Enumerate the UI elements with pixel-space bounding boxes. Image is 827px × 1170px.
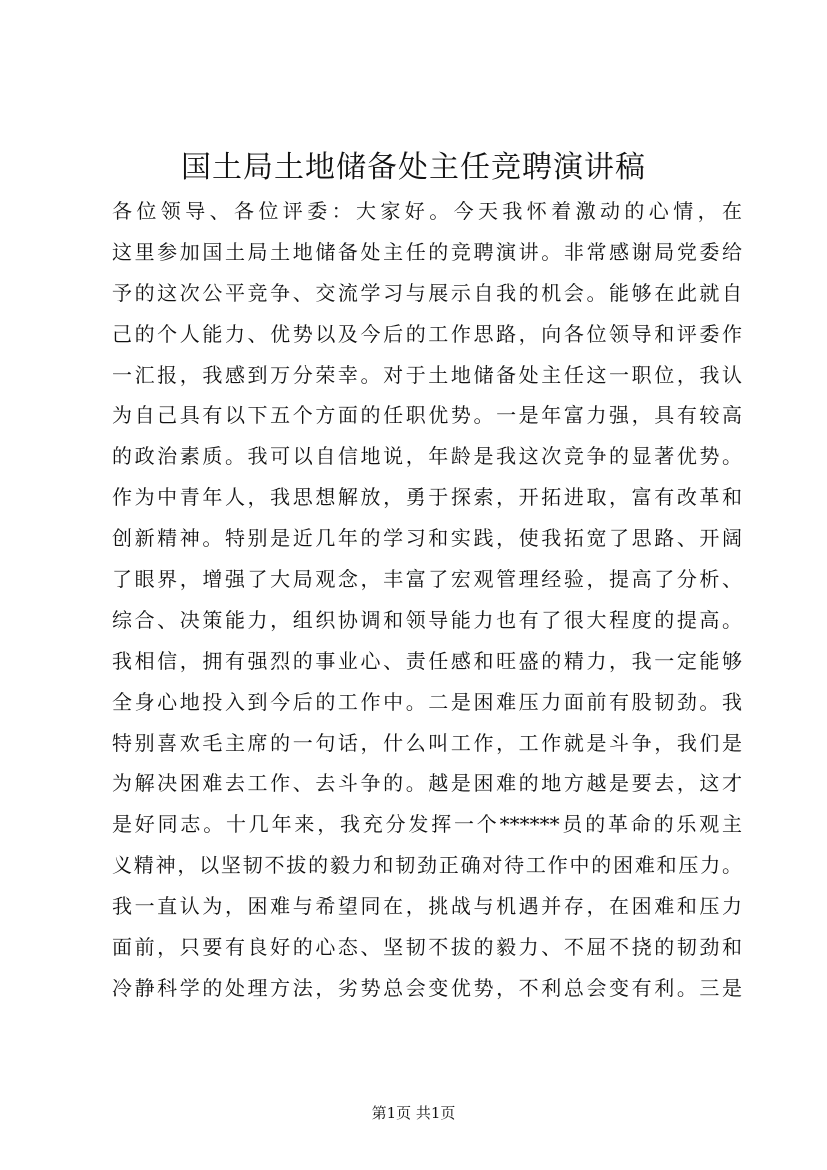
body-line: 作为中青年人，我思想解放，勇于探索，开拓进取，富有改革和	[112, 485, 742, 510]
body-line: 义精神，以坚韧不拔的毅力和韧劲正确对待工作中的困难和压力。	[112, 853, 742, 878]
page-footer: 第1页 共1页	[371, 1104, 456, 1122]
body-line: 面前，只要有良好的心态、坚韧不拔的毅力、不屈不挠的韧劲和	[112, 935, 742, 960]
body-line: 这里参加国土局土地储备处主任的竞聘演讲。非常感谢局党委给	[112, 239, 742, 264]
body-line: 各位领导、各位评委：大家好。今天我怀着激动的心情，在	[112, 199, 742, 223]
body-line: 己的个人能力、优势以及今后的工作思路，向各位领导和评委作	[112, 321, 742, 346]
body-line: 予的这次公平竞争、交流学习与展示自我的机会。能够在此就自	[112, 280, 742, 305]
body-line: 全身心地投入到今后的工作中。二是困难压力面前有股韧劲。我	[112, 689, 742, 714]
body-line: 冷静科学的处理方法，劣势总会变优势，不利总会变有利。三是	[112, 975, 742, 1000]
body-line: 是好同志。十几年来，我充分发挥一个******员的革命的乐观主	[112, 812, 742, 837]
body-line: 的政治素质。我可以自信地说，年龄是我这次竞争的显著优势。	[112, 444, 742, 469]
body-line: 创新精神。特别是近几年的学习和实践，使我拓宽了思路、开阔	[112, 526, 742, 551]
body-line: 了眼界，增强了大局观念，丰富了宏观管理经验，提高了分析、	[112, 567, 742, 592]
body-line: 特别喜欢毛主席的一句话，什么叫工作，工作就是斗争，我们是	[112, 730, 742, 755]
document-title: 国土局土地储备处主任竞聘演讲稿	[181, 150, 646, 185]
body-line: 我一直认为，困难与希望同在，挑战与机遇并存，在困难和压力	[112, 894, 742, 919]
body-line: 为自己具有以下五个方面的任职优势。一是年富力强，具有较高	[112, 403, 742, 428]
body-line: 综合、决策能力，组织协调和领导能力也有了很大程度的提高。	[112, 607, 742, 632]
body-line: 我相信，拥有强烈的事业心、责任感和旺盛的精力，我一定能够	[112, 648, 742, 673]
body-line: 一汇报，我感到万分荣幸。对于土地储备处主任这一职位，我认	[112, 362, 742, 387]
body-line: 为解决困难去工作、去斗争的。越是困难的地方越是要去，这才	[112, 771, 742, 796]
document-body	[112, 191, 742, 1009]
